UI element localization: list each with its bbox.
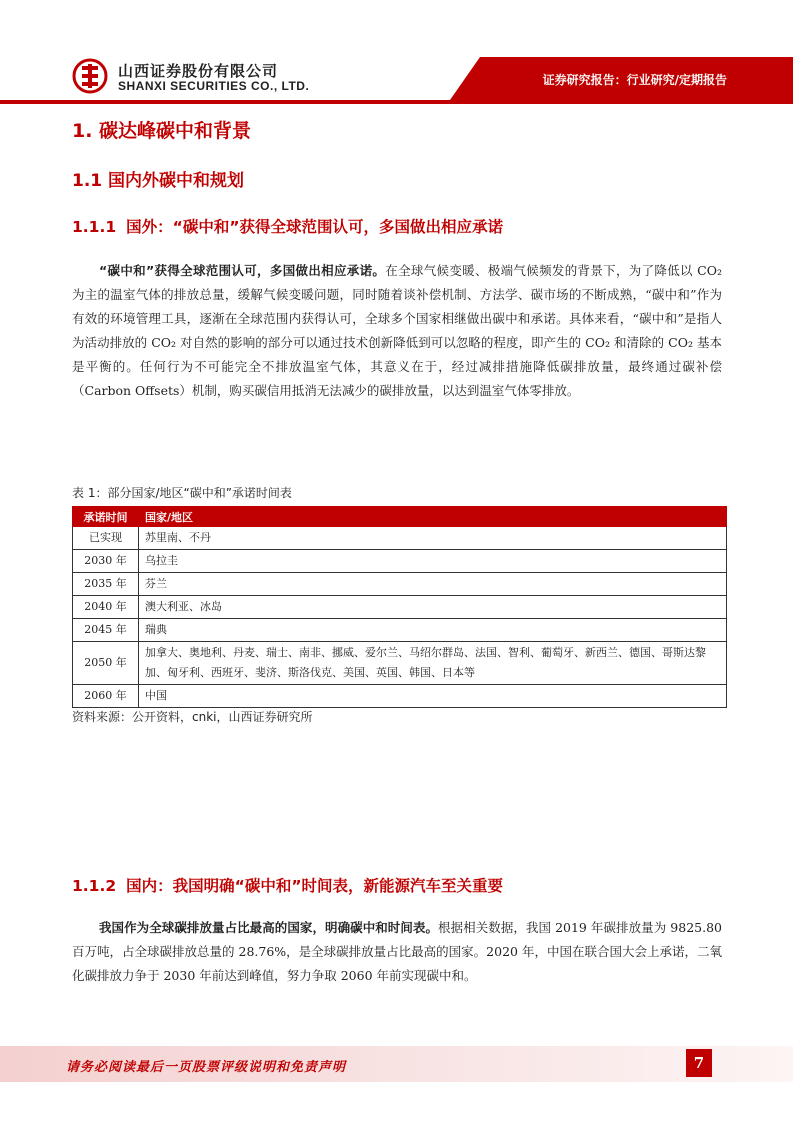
report-type-label: 证券研究报告：行业研究/定期报告 (542, 73, 727, 87)
page-header (0, 0, 793, 105)
row-year: 已实现 (73, 527, 139, 550)
company-name-en: SHANXI SECURITIES CO., LTD. (118, 79, 310, 93)
section-heading-1: 1. 碳达峰碳中和背景 (72, 120, 252, 142)
column-header-year: 承诺时间 (73, 507, 139, 527)
table-caption: 表 1：部分国家/地区“碳中和”承诺时间表 (72, 486, 292, 500)
paragraph-body: 根据相关数据，我国 2019 年碳排放量为 9825.80 百万吨，占全球碳排放总量的 28.76%，是全球碳排放量占比最高的国家。2020 年，中国在联合国大会上承诺，二氧化碳排放力争于 2030 年前达到峰值，努力争取 2060 年前实现碳中和。 (72, 920, 722, 983)
section-number: 1.1.2 (72, 877, 117, 895)
table-source-note: 资料来源：公开资料，cnki，山西证券研究所 (72, 710, 313, 724)
section-heading-1-1-2 (72, 874, 503, 896)
row-year: 2045 年 (73, 619, 139, 642)
row-countries: 苏里南、不丹 (139, 527, 727, 550)
column-header-country: 国家/地区 (139, 507, 727, 527)
shanxi-securities-logo-icon (72, 58, 108, 94)
commitment-table (72, 506, 727, 708)
page-number: 7 (686, 1049, 712, 1077)
table-row (73, 596, 727, 619)
section-title: 国内：我国明确“碳中和”时间表，新能源汽车至关重要 (126, 877, 504, 895)
row-countries: 加拿大、奥地利、丹麦、瑞士、南非、挪威、爱尔兰、马绍尔群岛、法国、智利、葡萄牙、新西兰、德国、哥斯达黎加、匈牙利、西班牙、斐济、斯洛伐克、美国、英国、韩国、日本等 (139, 642, 727, 685)
row-countries: 瑞典 (139, 619, 727, 642)
row-year: 2060 年 (73, 685, 139, 708)
company-name-cn: 山西证券股份有限公司 (118, 62, 279, 80)
paragraph-lead: “碳中和”获得全球范围认可，多国做出相应承诺。 (99, 263, 386, 278)
section-heading-1-1: 1.1 国内外碳中和规划 (72, 171, 245, 191)
footer-disclaimer: 请务必阅读最后一页股票评级说明和免责声明 (66, 1060, 347, 1075)
row-year: 2050 年 (73, 642, 139, 685)
section-number: 1.1.1 (72, 218, 117, 236)
paragraph-lead: 我国作为全球碳排放量占比最高的国家，明确碳中和时间表。 (99, 920, 439, 935)
row-countries: 中国 (139, 685, 727, 708)
paragraph-body: 在全球气候变暖、极端气候频发的背景下，为了降低以 CO₂ 为主的温室气体的排放总量，缓解气候变暖问题，同时随着谈补偿机制、方法学、碳市场的不断成熟，“碳中和”作为有效的环境管理工具，逐渐在全球范围内获得认可，全球多个国家相继做出碳中和承诺。具体来看，“碳中和”是指人为活动排放的 CO₂ 对自然的影响的部分可以通过技术创新降低到可以忽略的程度，即产生的 CO₂ 和清除的 CO₂ 基本是平衡的。任何行为不可能完全不排放温室气体，其意义在于，经过减排措施降低碳排放量，最终通过碳补偿（Carbon Offsets）机制，购买碳信用抵消无法减少的碳排放量，以达到温室气体零排放。 (72, 263, 722, 398)
table-row (73, 550, 727, 573)
row-year: 2040 年 (73, 596, 139, 619)
table-row (73, 685, 727, 708)
row-countries: 乌拉圭 (139, 550, 727, 573)
row-year: 2035 年 (73, 573, 139, 596)
section-title: 国外：“碳中和”获得全球范围认可，多国做出相应承诺 (126, 218, 504, 236)
table-row (73, 642, 727, 685)
table-row (73, 619, 727, 642)
row-countries: 芬兰 (139, 573, 727, 596)
row-year: 2030 年 (73, 550, 139, 573)
table-header-row (73, 507, 727, 527)
row-countries: 澳大利亚、冰岛 (139, 596, 727, 619)
table-row (73, 527, 727, 550)
paragraph-domestic-timeline (72, 916, 722, 988)
paragraph-foreign-commitments (72, 259, 722, 403)
section-heading-1-1-1 (72, 215, 503, 237)
table-row (73, 573, 727, 596)
